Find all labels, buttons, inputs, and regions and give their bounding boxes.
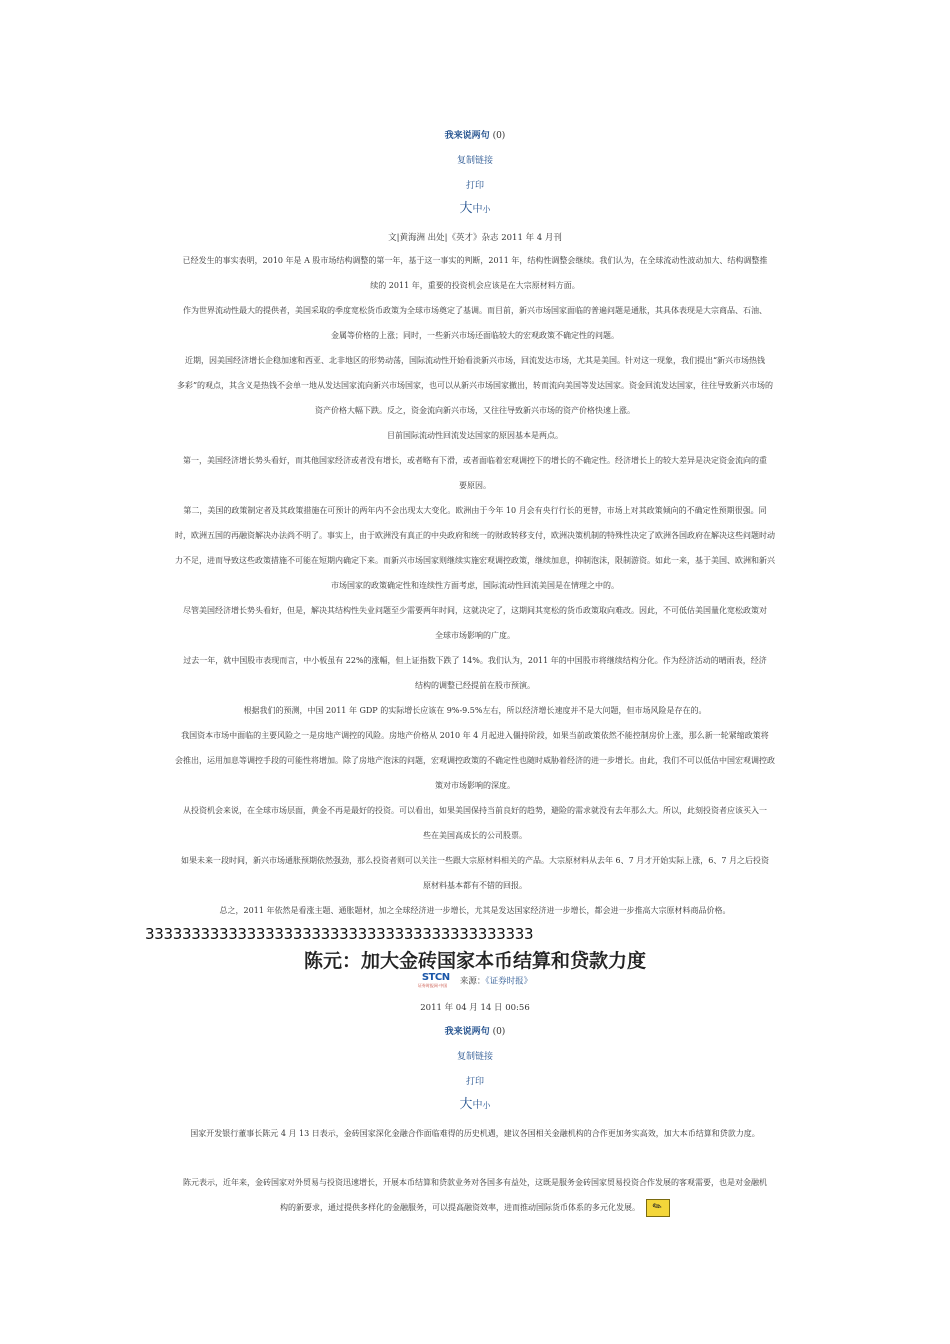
source-link[interactable]: 《证券时报》 xyxy=(485,976,533,987)
font-size-selector-2 xyxy=(145,1095,805,1111)
paragraph-line: 我国资本市场中面临的主要风险之一是房地产调控的风险。房地产价格从 2010 年 4 月起进入僵持阶段，如果当前政策依然不能控制房价上涨，那么新一轮紧缩政策将 xyxy=(181,731,769,740)
paragraph-line: 从投资机会来说，在全球市场层面，黄金不再是最好的投资。可以看出，如果美国保持当前良好的趋势，避险的需求就没有去年那么大。所以，此刻投资者应该买入一 xyxy=(183,806,767,815)
paragraph-line: 市场国家的政策确定性和连续性方面考虑，国际流动性回流美国是在情理之中的。 xyxy=(331,581,619,590)
paragraph xyxy=(145,248,805,298)
stcn-logo xyxy=(418,973,456,989)
font-size-large-2[interactable]: 大 xyxy=(459,1097,473,1112)
print-link[interactable]: 打印 xyxy=(465,181,484,191)
paragraph-line: 作为世界流动性最大的提供者，美国采取的季度宽松货币政策为全球市场奠定了基调。而目前，新兴市场国家面临的普遍问题是通胀，其具体表现是大宗商品、石油、 xyxy=(183,306,767,315)
comment-link[interactable] xyxy=(145,130,805,142)
paragraph-line: 根据我们的预测，中国 2011 年 GDP 的实际增长应该在 9%-9.5%左右，所以经济增长速度并不是大问题，但市场风险是存在的。 xyxy=(243,706,707,715)
paragraph xyxy=(145,598,805,648)
paragraph-line: 时，欧洲五国的再融资解决办法尚不明了。事实上，由于欧洲没有真正的中央政府和统一的财政转移支付，欧洲决策机制的特殊性决定了欧洲各国政府在解决这些问题时动 xyxy=(175,531,775,540)
article2-source xyxy=(0,973,950,990)
pencil-icon[interactable] xyxy=(646,1199,670,1217)
paragraph-line: 金属等价格的上涨；同时，一些新兴市场还面临较大的宏观政策不确定性的问题。 xyxy=(331,331,619,340)
paragraph-line: 尽管美国经济增长势头看好，但是，解决其结构性失业问题至少需要两年时间，这就决定了，这期间其宽松的货币政策取向难改。因此，不可低估美国量化宽松政策对 xyxy=(183,606,767,615)
logo-main: STCN xyxy=(421,972,450,983)
paragraph-line: 第一，美国经济增长势头看好，而其他国家经济或者没有增长，或者略有下滑，或者面临着宏观调控下的增长的不确定性。经济增长上的较大差异是决定资金流向的重 xyxy=(183,456,767,465)
paragraph xyxy=(145,898,805,923)
paragraph-line: 过去一年，就中国股市表现而言，中小板虽有 22%的涨幅，但上证指数下跌了 14%。我们认为，2011 年的中国股市将继续结构分化。作为经济活动的晴雨表，经济 xyxy=(183,656,767,665)
paragraph-line: 策对市场影响的深度。 xyxy=(435,781,515,790)
font-size-small-2[interactable]: 小 xyxy=(482,1101,491,1110)
paragraph xyxy=(145,698,805,723)
paragraph-line: 全球市场影响的广度。 xyxy=(435,631,515,640)
article2-date: 2011 年 04 月 14 日 00:56 xyxy=(420,1003,530,1013)
logo-sub: 证券时报网·中国 xyxy=(417,983,448,988)
article2-headline: 陈元：加大金砖国家本币结算和贷款力度 xyxy=(303,950,646,972)
paragraph xyxy=(145,848,805,898)
font-size-large[interactable]: 大 xyxy=(459,201,473,216)
pencil-glyph: ✎ xyxy=(650,1198,665,1215)
paragraph-line: 陈元表示，近年来，金砖国家对外贸易与投资迅速增长，开展本币结算和贷款业务对各国多有益处，这既是服务金砖国家贸易投资合作发展的客观需要，也是对金融机 xyxy=(183,1178,767,1187)
paragraph-line: 结构的调整已经提前在股市预演。 xyxy=(415,681,535,690)
copy-link[interactable]: 复制链接 xyxy=(456,156,493,166)
article2-paragraph-1 xyxy=(145,1121,805,1146)
paragraph xyxy=(145,298,805,348)
article1-body xyxy=(145,248,805,923)
paragraph-line: 如果未来一段时间，新兴市场通胀预期依然强劲，那么投资者则可以关注一些跟大宗原材料相关的产品。大宗原材料从去年 6、7 月才开始实际上涨，6、7 月之后投资 xyxy=(181,856,769,865)
comment-count-2: (0) xyxy=(492,1027,506,1037)
paragraph-line: 目前国际流动性回流发达国家的原因基本是两点。 xyxy=(387,431,563,440)
byline: 文|黄海洲 出处|《英才》杂志 2011 年 4 月刊 xyxy=(388,233,562,243)
paragraph-line: 第二，美国的政策制定者及其政策措施在可预计的两年内不会出现太大变化。欧洲由于今年 10 月会有央行行长的更替，市场上对其政策倾向的不确定性预期很强。同 xyxy=(183,506,767,515)
paragraph-line: 力不足，进而导致这些政策措施不可能在短期内确定下来。而新兴市场国家则继续实施宏观调控政策，继续加息，抑制泡沫，限制游资。如此一来，基于美国、欧洲和新兴 xyxy=(175,556,775,565)
comment-count: (0) xyxy=(492,131,506,141)
font-size-small[interactable]: 小 xyxy=(482,205,491,214)
article2-paragraph-2 xyxy=(145,1170,805,1220)
paragraph xyxy=(145,423,805,448)
separator-text: 333333333333333333333333333333333333333333 xyxy=(145,925,534,943)
paragraph xyxy=(145,798,805,848)
paragraph xyxy=(145,1170,805,1220)
copy-link-2[interactable]: 复制链接 xyxy=(456,1052,493,1062)
comment-link-2[interactable] xyxy=(145,1026,805,1038)
paragraph-line: 要原因。 xyxy=(459,481,491,490)
paragraph-line: 原材料基本都有不错的回报。 xyxy=(423,881,527,890)
article1-tools xyxy=(145,130,805,215)
paragraph-line: 多彩”的观点，其含义是热钱不会单一地从发达国家流向新兴市场国家，也可以从新兴市场国家撤出，转而流向美国等发达国家。资金回流发达国家，往往导致新兴市场的 xyxy=(176,381,774,390)
comment-label-2[interactable]: 我来说两句 xyxy=(444,1027,490,1037)
paragraph-line: 会推出，运用加息等调控手段的可能性将增加。除了房地产泡沫的问题，宏观调控政策的不确定性也随时威胁着经济的进一步增长。由此，我们不可以低估中国宏观调控政 xyxy=(175,756,775,765)
paragraph xyxy=(145,1121,805,1146)
paragraph-line: 总之，2011 年依然是看涨主题、通胀题材，加之全球经济进一步增长，尤其是发达国家经济进一步增长，都会进一步推高大宗原材料商品价格。 xyxy=(219,906,731,915)
print-link-2[interactable]: 打印 xyxy=(465,1077,484,1087)
paragraph-line: 构的新要求，通过提供多样化的金融服务，可以提高融资效率，进而推动国际货币体系的多元化发展。 xyxy=(280,1203,640,1212)
font-size-selector xyxy=(145,199,805,215)
source-label: 来源： xyxy=(459,976,486,987)
paragraph xyxy=(145,723,805,798)
comment-label[interactable]: 我来说两句 xyxy=(444,131,490,141)
paragraph-line: 些在美国高成长的公司股票。 xyxy=(423,831,527,840)
paragraph-line: 已经发生的事实表明，2010 年是 A 股市场结构调整的第一年，基于这一事实的判断，2011 年，结构性调整会继续。我们认为，在全球流动性波动加大、结构调整推 xyxy=(182,256,768,265)
paragraph xyxy=(145,348,805,423)
paragraph xyxy=(145,448,805,498)
paragraph-line: 资产价格大幅下跌。反之，资金流向新兴市场，又往往导致新兴市场的资产价格快速上涨。 xyxy=(315,406,635,415)
font-size-medium-2[interactable]: 中 xyxy=(472,1100,483,1111)
paragraph xyxy=(145,648,805,698)
paragraph-line: 国家开发银行董事长陈元 4 月 13 日表示，金砖国家深化金融合作面临难得的历史机遇，建议各国相关金融机构的合作更加务实高效，加大本币结算和贷款力度。 xyxy=(190,1129,760,1138)
paragraph-line: 续的 2011 年，重要的投资机会应该是在大宗原材料方面。 xyxy=(370,281,580,290)
paragraph-line: 近期，因美国经济增长企稳加速和西亚、北非地区的形势动荡，国际流动性开始看淡新兴市场，回流发达市场，尤其是美国。针对这一现象，我们提出“新兴市场热钱 xyxy=(184,356,766,365)
font-size-medium[interactable]: 中 xyxy=(472,204,483,215)
article2-tools xyxy=(145,1026,805,1111)
paragraph xyxy=(145,498,805,598)
